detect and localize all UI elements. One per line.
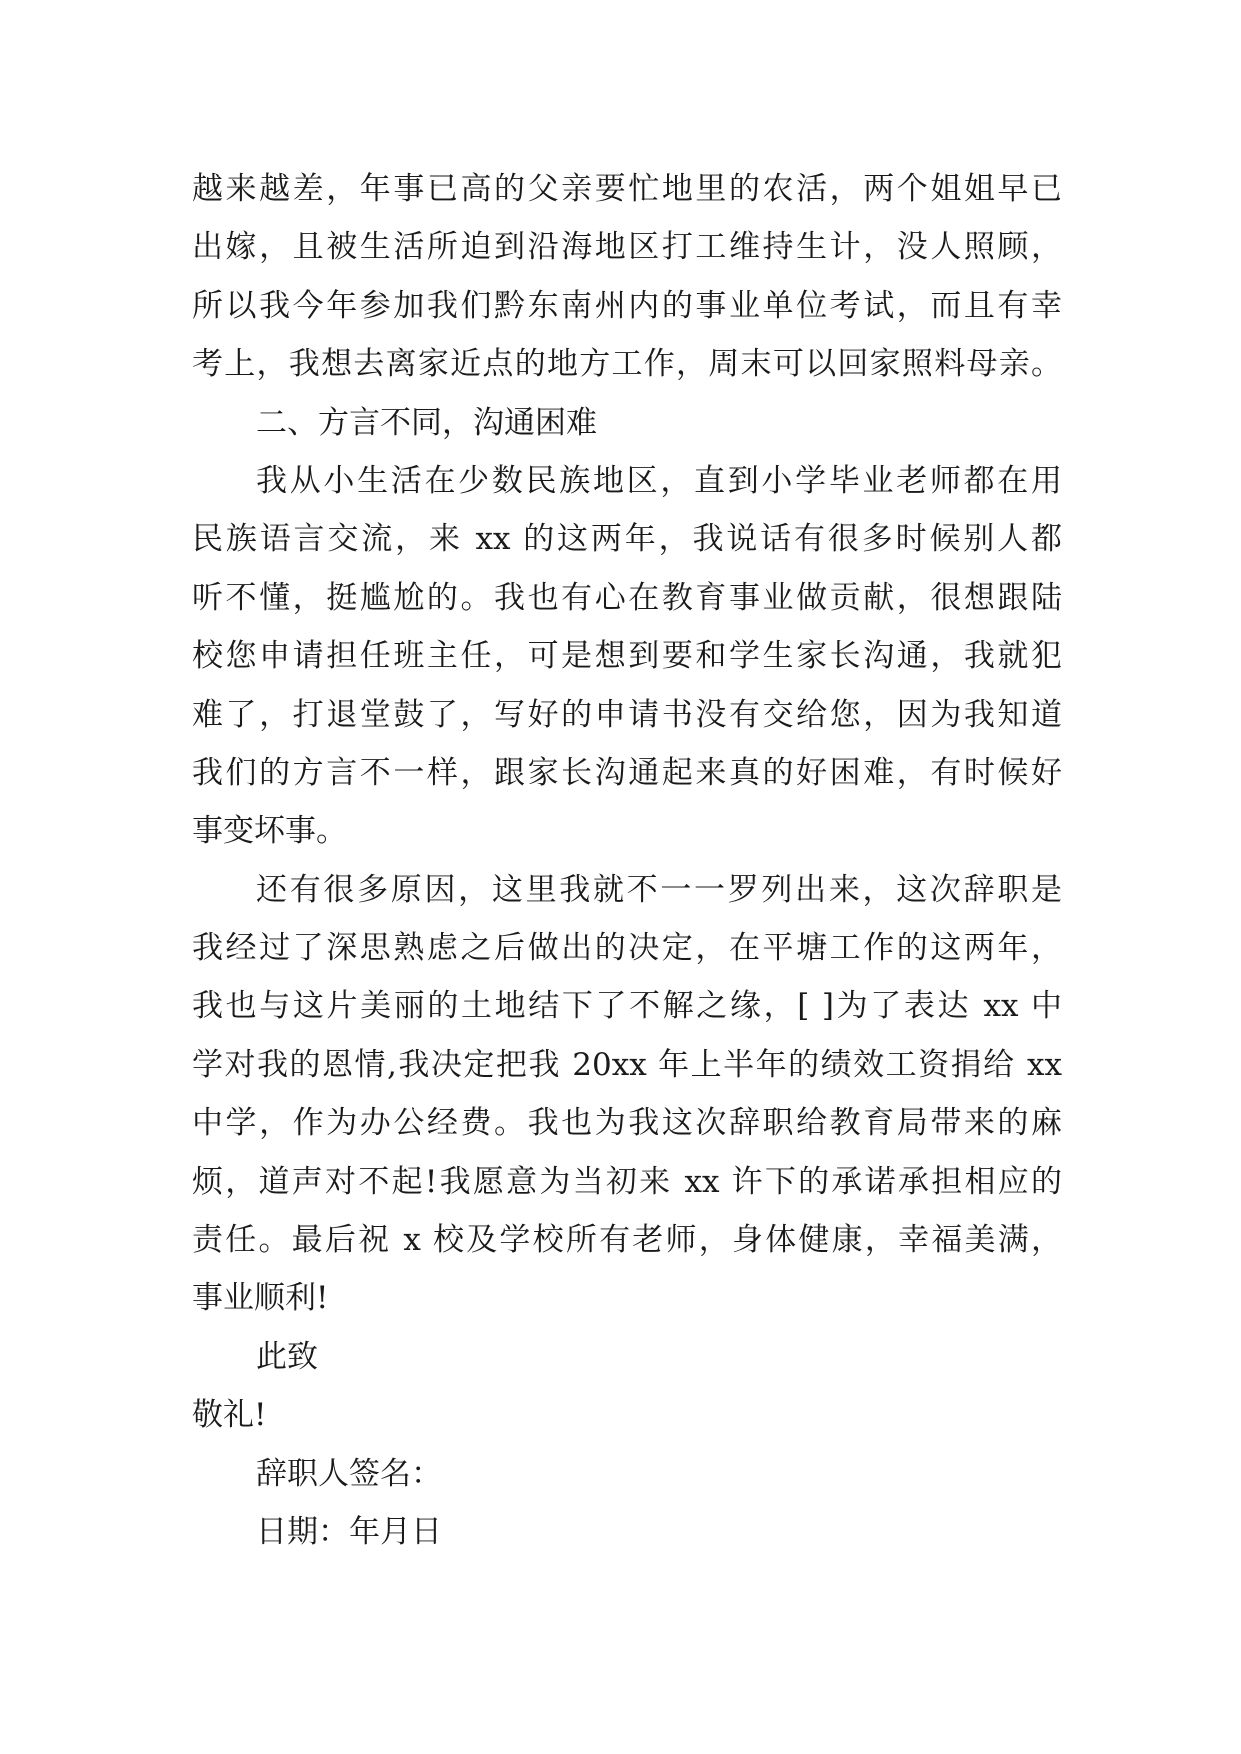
text-line: 学对我的恩情,我决定把我 20xx 年上半年的绩效工资捐给 xx [192, 1046, 1062, 1083]
text-line: 我也与这片美丽的土地结下了不解之缘，[ ]为了表达 xx 中 [192, 988, 1062, 1025]
date-line: 日期：年月日 [256, 1513, 442, 1550]
text-line: 校您申请担任班主任，可是想到要和学生家长沟通，我就犯 [192, 638, 1062, 675]
section-heading: 二、方言不同，沟通困难 [256, 404, 597, 441]
signature-line: 辞职人签名： [256, 1455, 442, 1492]
text-line: 民族语言交流，来 xx 的这两年，我说话有很多时候别人都 [192, 521, 1062, 558]
text-line: 事业顺利! [192, 1280, 329, 1317]
closing-salutation: 此致 [256, 1338, 318, 1375]
text-line: 听不懂，挺尴尬的。我也有心在教育事业做贡献，很想跟陆 [192, 579, 1062, 616]
closing-regards: 敬礼! [192, 1397, 267, 1434]
text-line: 难了，打退堂鼓了，写好的申请书没有交给您，因为我知道 [192, 696, 1062, 733]
letter-body [192, 160, 1062, 1561]
text-line: 我从小生活在少数民族地区，直到小学毕业老师都在用 [256, 462, 1062, 499]
text-line: 越来越差，年事已高的父亲要忙地里的农活，两个姐姐早已 [192, 171, 1062, 207]
text-line: 中学，作为办公经费。我也为我这次辞职给教育局带来的麻 [192, 1105, 1062, 1142]
text-line: 还有很多原因，这里我就不一一罗列出来，这次辞职是 [256, 871, 1062, 908]
text-line: 所以我今年参加我们黔东南州内的事业单位考试，而且有幸 [192, 287, 1062, 324]
text-line: 考上，我想去离家近点的地方工作，周末可以回家照料母亲。 [192, 346, 1062, 383]
text-line: 出嫁，且被生活所迫到沿海地区打工维持生计，没人照顾， [192, 229, 1062, 266]
text-line: 我经过了深思熟虑之后做出的决定，在平塘工作的这两年， [192, 930, 1062, 967]
text-line: 责任。最后祝 x 校及学校所有老师，身体健康，幸福美满， [192, 1222, 1062, 1259]
text-line: 事变坏事。 [192, 813, 347, 850]
text-line: 我们的方言不一样，跟家长沟通起来真的好困难，有时候好 [192, 754, 1062, 791]
text-line: 烦，道声对不起!我愿意为当初来 xx 许下的承诺承担相应的 [192, 1163, 1062, 1200]
